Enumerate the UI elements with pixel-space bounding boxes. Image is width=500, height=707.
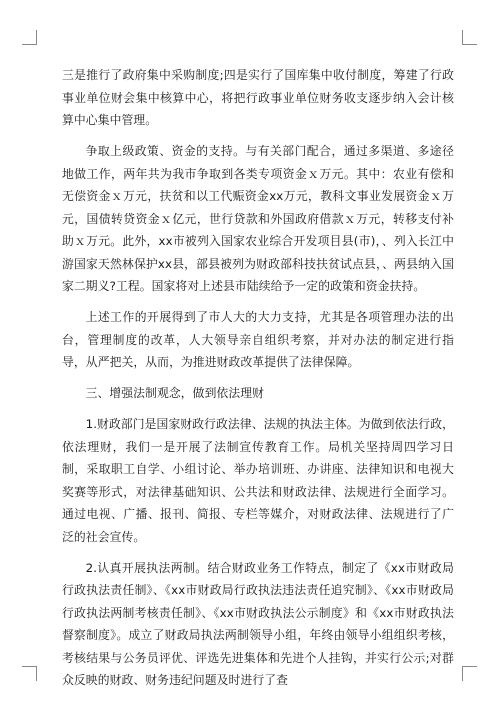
document-body bbox=[62, 64, 454, 700]
crop-mark-bottom-left bbox=[22, 666, 37, 681]
paragraph: 三是推行了政府集中采购制度;四是实行了国库集中收付制度，筹建了行政事业单位财会集中核算中心，将把行政事业单位财务收支逐步纳入会计核算中心集中管理。 bbox=[62, 68, 454, 127]
paragraph: 1.财政部门是国家财政行政法律、法规的执法主体。为做到依法行政，依法理财，我们一是开展了法制宣传教育工作。局机关坚持周四学习日制，采取职工自学、小组讨论、举办培训班、办讲座、法律知识和电视大奖赛等形式，对法律基础知识、公共法和财政法律、法规进行全面学习。通过电视、广播、报刊、简报、专栏等媒介，对财政法律、法规进行了广泛的社会宣传。 bbox=[62, 417, 454, 544]
paragraph: 上述工作的开展得到了市人大的大力支持，尤其是各项管理办法的出台，管理制度的改革，人大领导亲自组织考察，并对办法的制定进行指导，从严把关，从而，为推进财政改革提供了法律保障。 bbox=[62, 310, 454, 369]
paragraph: 2.认真开展执法两制。结合财政业务工作特点，制定了《xx市财政局行政执法责任制》、《xx市财政局行政执法违法责任追究制》、《xx市财政局行政执法两制考核责任制》、《xx市财政执法公示制度》和《xx市财政执法督察制度》。成立了财政局执法两制领导小组，年终由领导小组组织考核，考核结果与公务员评优、评选先进集体和先进个人挂钩，并实行公示;对群众反映的财政、财务违纪问题及时进行了查 bbox=[62, 560, 454, 687]
crop-mark-top-left bbox=[22, 30, 37, 45]
crop-mark-bottom-right bbox=[462, 666, 477, 681]
section-heading: 三、增强法制观念，做到依法理财 bbox=[85, 386, 265, 400]
crop-mark-top-right bbox=[462, 30, 477, 45]
paragraph: 争取上级政策、资金的支持。与有关部门配合，通过多渠道、多途径地做工作，两年共为我市争取到各类专项资金ｘ万元。其中：农业有偿和无偿资金ｘ万元，扶贫和以工代赈资金xx万元，教科文事业发展资金ｘ万元，国债转贷资金ｘ亿元，世行贷款和外国政府借款ｘ万元，转移支付补助ｘ万元。此外，xx市被列入国家农业综合开发项目县(市)，、列入长江中游国家天然林保护xx县，部县被列为财政部科技扶贫试点县，、两县纳入国家二期义?工程。国家将对上述县市陆续给予一定的政策和资金扶持。 bbox=[62, 144, 454, 293]
